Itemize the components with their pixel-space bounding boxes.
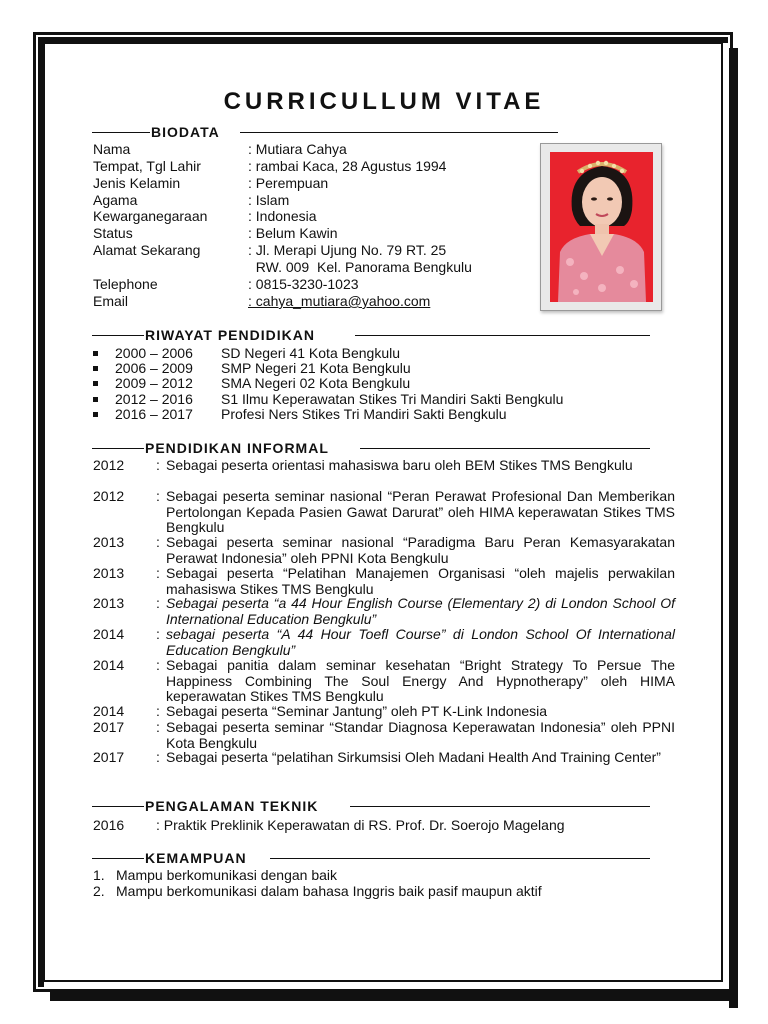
section-heading-biodata [92,124,558,140]
skill-number: 2. [93,883,105,899]
email-link[interactable]: : cahya_mutiara@yahoo.com [248,293,431,309]
bio-value: : rambai Kaca, 28 Agustus 1994 [248,158,447,174]
section-title-biodata: BIODATA [151,124,220,140]
section-heading-teknik [92,798,650,814]
informal-desc: sebagai peserta “A 44 Hour Toefl Course” di London School Of International Education Bengkulu” [166,626,675,658]
document-title: CURRICULLUM VITAE [223,88,545,115]
informal-year: 2014 [93,626,125,642]
education-years: 2016 – 2017 [115,406,193,422]
informal-year: 2012 [93,457,125,473]
informal-year: 2014 [93,657,125,673]
bio-value: : Jl. Merapi Ujung No. 79 RT. 25 [248,242,447,258]
bio-value: : Indonesia [248,208,317,224]
bio-label: Email [93,293,129,309]
education-school: SD Negeri 41 Kota Bengkulu [221,345,400,361]
bio-label: Telephone [93,276,158,292]
bio-label: Agama [93,192,138,208]
informal-desc: Sebagai peserta “pelatihan Sirkumsisi Oleh Madani Health And Training Center” [166,749,661,765]
bio-value: : Islam [248,192,290,208]
informal-year: 2013 [93,534,125,550]
education-years: 2000 – 2006 [115,345,193,361]
skill-text: Mampu berkomunikasi dalam bahasa Inggris baik pasif maupun aktif [116,883,542,899]
bio-label: Jenis Kelamin [93,175,181,191]
section-title-informal: PENDIDIKAN INFORMAL [145,440,329,456]
informal-year: 2017 [93,749,125,765]
bio-label: Kewarganegaraan [93,208,208,224]
skill-text: Mampu berkomunikasi dengan baik [116,867,338,883]
informal-desc: Sebagai peserta seminar “Standar Diagnosa Keperawatan Indonesia” oleh PPNI Kota Bengkulu [166,719,675,751]
section-heading-pendidikan [92,327,650,343]
education-years: 2012 – 2016 [115,391,193,407]
informal-desc: Sebagai peserta “Pelatihan Manajemen Organisasi “oleh majelis perwakilan mahasiswa Stikes TMS Bengkulu [166,565,675,597]
portrait-illustration [550,152,653,302]
education-school: SMP Negeri 21 Kota Bengkulu [221,360,411,376]
informal-year: 2013 [93,565,125,581]
section-title-kemampuan: KEMAMPUAN [145,850,247,866]
bio-label: Nama [93,141,131,157]
experience-year: 2016 [93,817,125,833]
informal-year: 2013 [93,595,125,611]
page-border-shadow-right [729,48,738,1008]
education-school: S1 Ilmu Keperawatan Stikes Tri Mandiri Sakti Bengkulu [221,391,564,407]
profile-photo-frame [540,143,662,311]
section-title-pendidikan: RIWAYAT PENDIDIKAN [145,327,315,343]
bio-label: Alamat Sekarang [93,242,201,258]
page-border-shadow-bottom [50,992,738,1001]
section-heading-kemampuan [92,850,650,866]
education-years: 2009 – 2012 [115,375,193,391]
education-years: 2006 – 2009 [115,360,193,376]
skill-number: 1. [93,867,105,883]
profile-photo [550,152,653,302]
informal-desc: Sebagai peserta “Seminar Jantung” oleh PT K-Link Indonesia [166,703,548,719]
education-school: SMA Negeri 02 Kota Bengkulu [221,375,411,391]
informal-desc: Sebagai panitia dalam seminar kesehatan “Bright Strategy To Persue The Happiness Combining The Soul Energy And Hypnotherapy” oleh HIMA keperawatan Stikes TMS Bengkulu [166,657,675,704]
bio-value: RW. 009 Kel. Panorama Bengkulu [248,259,472,275]
informal-desc: Sebagai peserta seminar nasional “Paradigma Baru Peran Kemasyarakatan Perawat Indonesia” oleh PPNI Kota Bengkulu [166,534,675,566]
informal-desc: Sebagai peserta “a 44 Hour English Course (Elementary 2) di London School Of International Education Bengkulu” [166,595,675,627]
informal-year: 2012 [93,488,125,504]
bio-label: Tempat, Tgl Lahir [93,158,201,174]
bio-value: : Perempuan [248,175,329,191]
informal-desc: Sebagai peserta orientasi mahasiswa baru oleh BEM Stikes TMS Bengkulu [166,457,633,473]
bio-label: Status [93,225,133,241]
experience-desc: : Praktik Preklinik Keperawatan di RS. Prof. Dr. Soerojo Magelang [156,817,565,833]
informal-year: 2017 [93,719,125,735]
informal-desc: Sebagai peserta seminar nasional “Peran Perawat Profesional Dan Memberikan Pertolongan Kepada Pasien Gawat Darurat” oleh HIMA keperawatan Stikes TMS Bengkulu [166,488,675,535]
informal-year: 2014 [93,703,125,719]
bio-value: : Mutiara Cahya [248,141,347,157]
section-heading-informal [92,440,650,456]
education-school: Profesi Ners Stikes Tri Mandiri Sakti Bengkulu [221,406,507,422]
section-title-teknik: PENGALAMAN TEKNIK [145,798,319,814]
bio-value: : Belum Kawin [248,225,338,241]
bio-value: : 0815-3230-1023 [248,276,359,292]
